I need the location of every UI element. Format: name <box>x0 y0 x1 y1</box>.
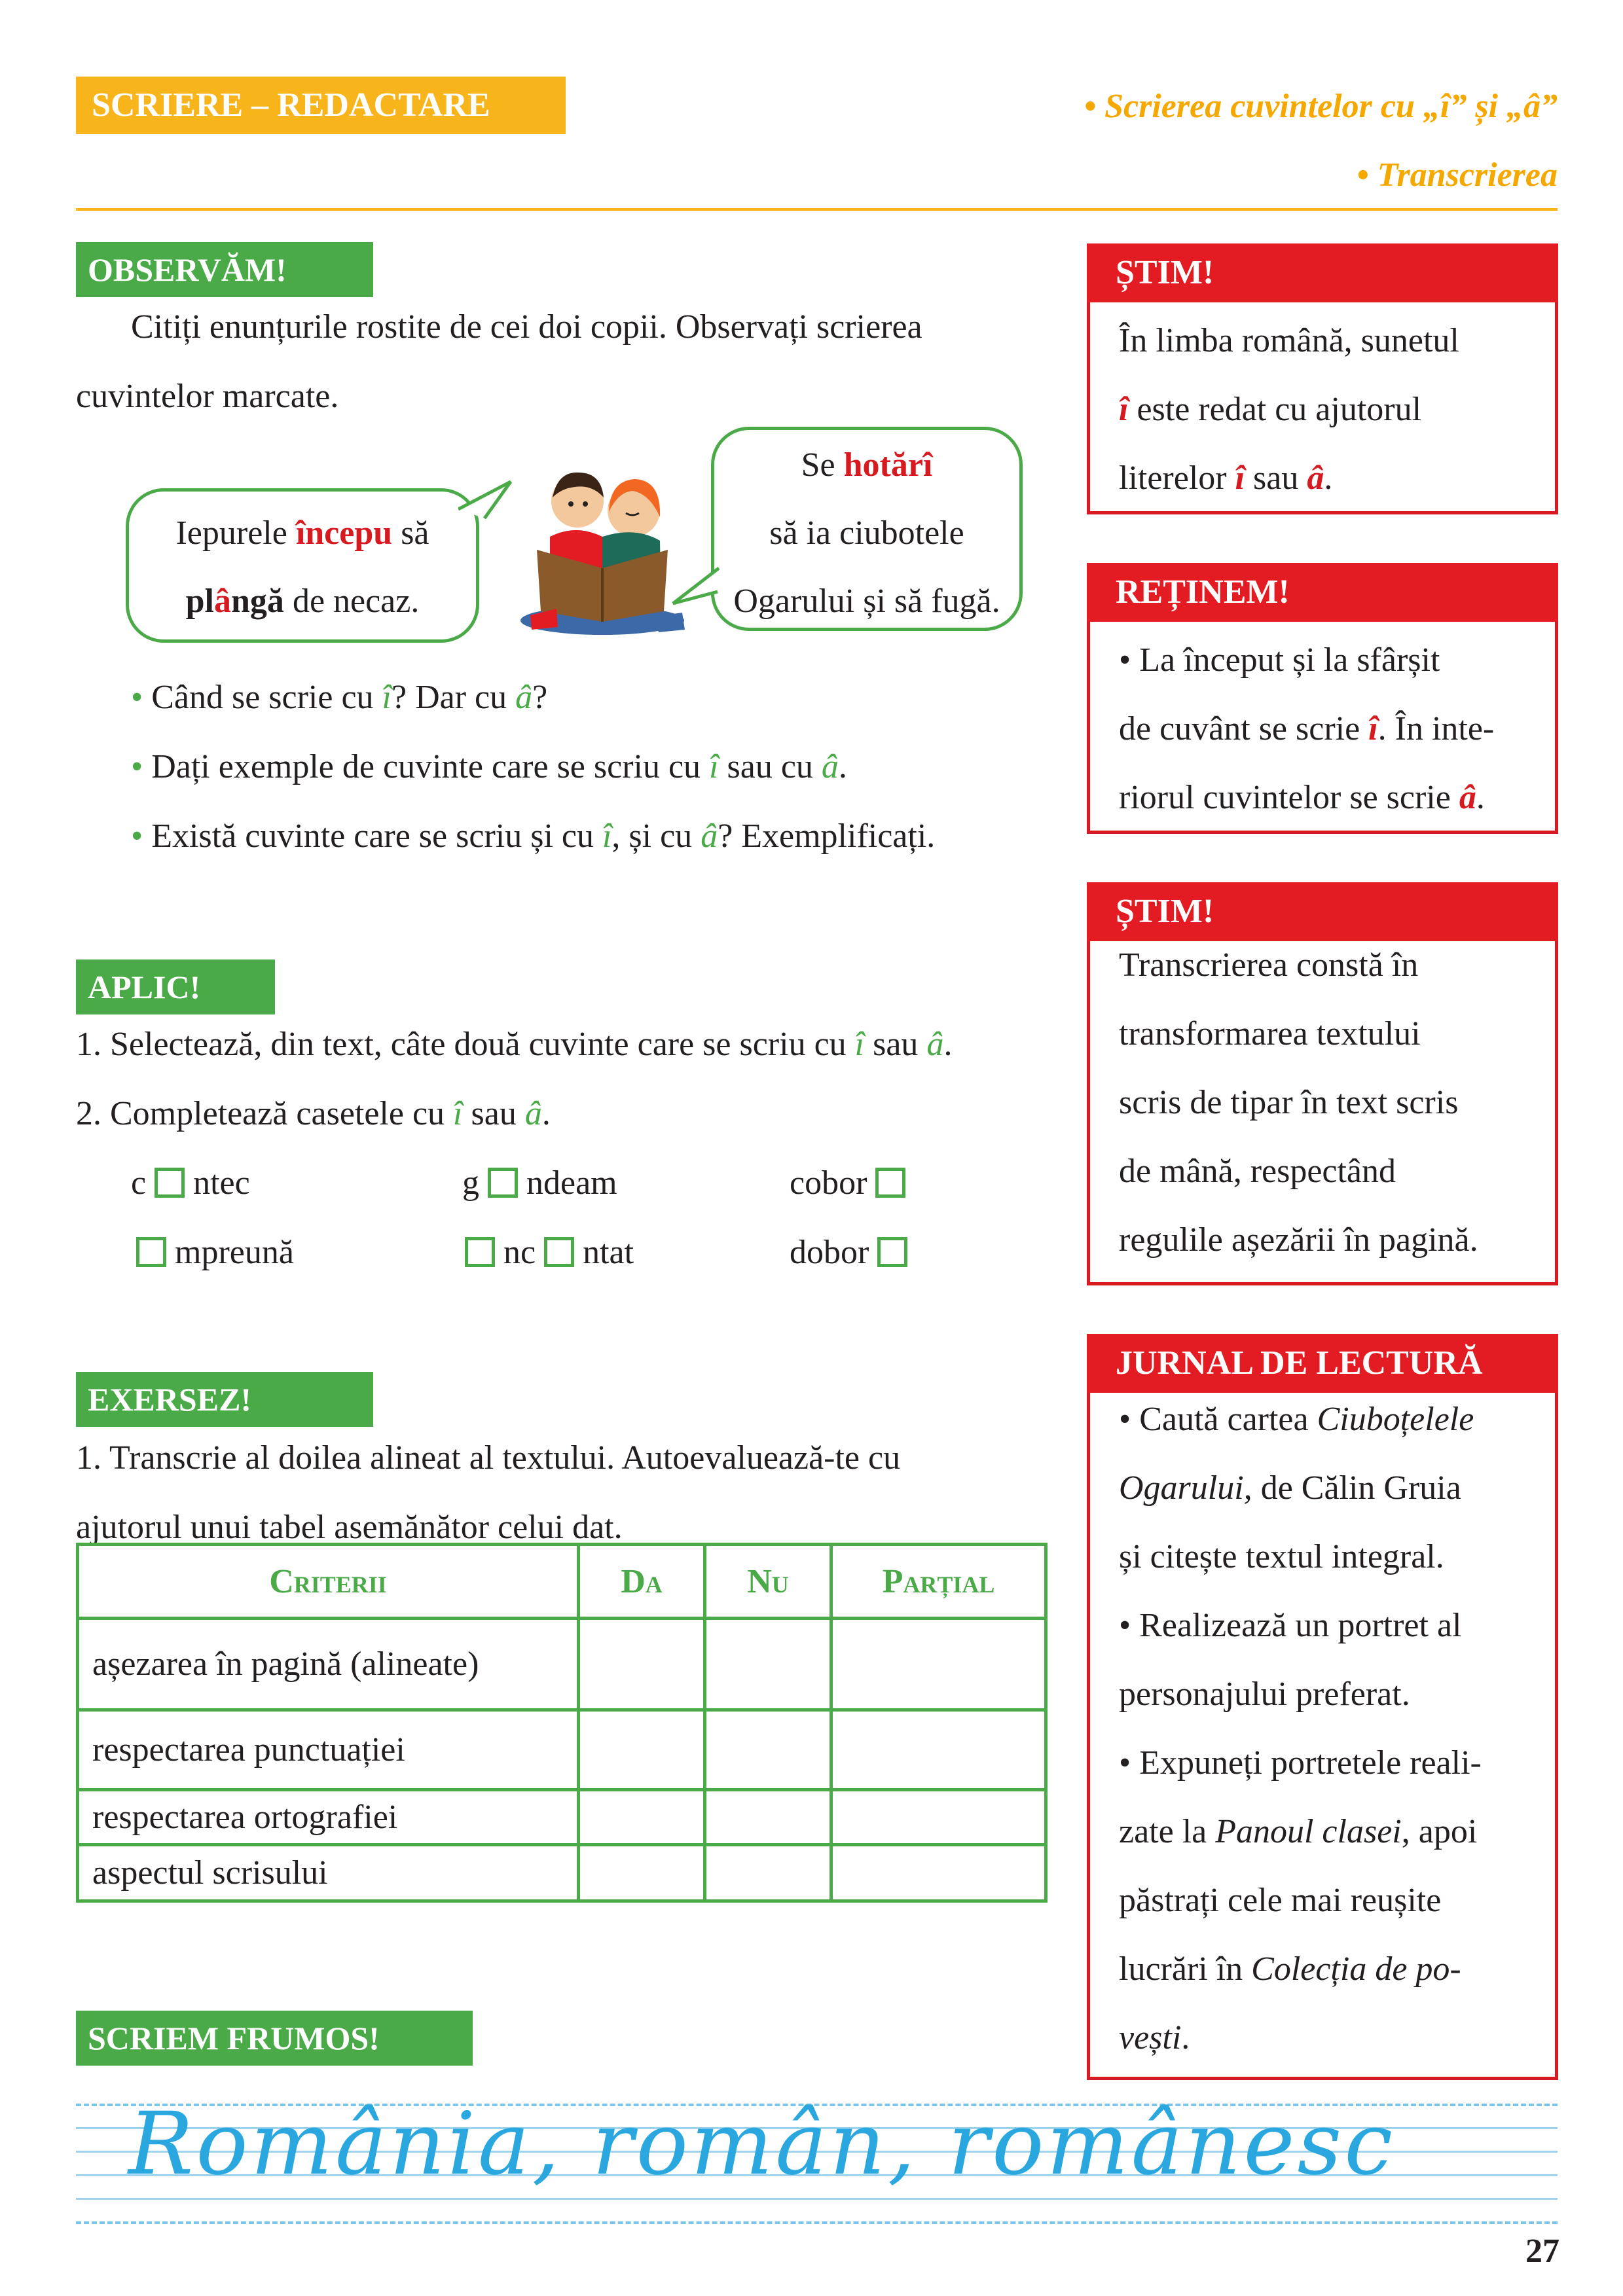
section-exersez-label: EXERSEZ! <box>76 1372 373 1427</box>
table-cell-criterion: respectarea ortografiei <box>78 1790 579 1845</box>
children-reading-illustration <box>504 452 701 648</box>
word-cobor: cobor <box>790 1164 905 1203</box>
exersez-text-line2: ajutorul unui tabel asemănător celui dat. <box>76 1509 623 1546</box>
box-line: și citește textul integral. <box>1119 1538 1444 1575</box>
table-row <box>78 1845 1046 1901</box>
sidebar-box-title: REȚINEM! <box>1087 563 1558 622</box>
observam-text-line2: cuvintelor marcate. <box>76 378 339 415</box>
table-cell-partial[interactable] <box>831 1619 1046 1710</box>
box-line: scris de tipar în text scris <box>1119 1084 1459 1121</box>
box-line: personajului preferat. <box>1119 1676 1410 1713</box>
sidebar-box-stim-1 <box>1087 243 1558 514</box>
box-line: zate la Panoul clasei, apoi <box>1119 1813 1478 1850</box>
observam-bullet-1: • Când se scrie cu î? Dar cu â? <box>131 679 548 716</box>
table-header-partial: Parțial <box>831 1545 1046 1619</box>
topic-line-2: • Transcrierea <box>1357 156 1558 194</box>
table-cell-criterion: respectarea punctuației <box>78 1710 579 1790</box>
letter-checkbox[interactable] <box>875 1168 905 1198</box>
table-cell-da[interactable] <box>579 1710 705 1790</box>
box-line: • Caută cartea Ciuboțelele <box>1119 1401 1474 1438</box>
header-rule <box>76 208 1558 211</box>
table-row <box>78 1619 1046 1710</box>
letter-checkbox[interactable] <box>877 1237 907 1267</box>
box-line: literelor î sau â. <box>1119 459 1333 497</box>
table-cell-nu[interactable] <box>705 1790 831 1845</box>
letter-checkbox[interactable] <box>488 1168 518 1198</box>
table-cell-da[interactable] <box>579 1845 705 1901</box>
letter-checkbox[interactable] <box>155 1168 185 1198</box>
box-line: lucrări în Colecția de po- <box>1119 1950 1461 1988</box>
box-line: transformarea textului <box>1119 1015 1421 1052</box>
speech-bubble-right-tail <box>669 563 721 609</box>
table-cell-partial[interactable] <box>831 1845 1046 1901</box>
table-cell-da[interactable] <box>579 1619 705 1710</box>
box-line: Ogarului, de Călin Gruia <box>1119 1469 1461 1507</box>
sidebar-box-jurnal <box>1087 1334 1558 2080</box>
table-cell-partial[interactable] <box>831 1710 1046 1790</box>
box-line: Transcrierea constă în <box>1119 946 1419 984</box>
sidebar-box-title: ȘTIM! <box>1087 882 1558 941</box>
table-header-criterii: Criterii <box>78 1545 579 1619</box>
handwriting-guide-line <box>76 2198 1558 2200</box>
word-dobor: dobor <box>790 1233 907 1272</box>
sidebar-box-title: JURNAL DE LECTURĂ <box>1087 1334 1558 1393</box>
box-line: păstrați cele mai reușite <box>1119 1882 1442 1919</box>
section-scriem-frumos-label: SCRIEM FRUMOS! <box>76 2011 473 2066</box>
table-cell-nu[interactable] <box>705 1710 831 1790</box>
letter-checkbox[interactable] <box>136 1237 166 1267</box>
box-line: • Realizează un portret al <box>1119 1607 1462 1644</box>
page-number: 27 <box>1525 2233 1559 2270</box>
table-cell-criterion: așezarea în pagină (alineate) <box>78 1619 579 1710</box>
handwriting-guide-line <box>76 2221 1558 2224</box>
table-cell-partial[interactable] <box>831 1790 1046 1845</box>
box-line: În limba română, sunetul <box>1119 322 1459 359</box>
sidebar-box-title: ȘTIM! <box>1087 243 1558 302</box>
observam-text-line1: Citiți enunțurile rostite de cei doi copii. Observați scrierea <box>131 308 922 346</box>
table-cell-nu[interactable] <box>705 1845 831 1901</box>
table-row <box>78 1790 1046 1845</box>
box-line: • La început și la sfârșit <box>1119 641 1440 679</box>
sidebar-box-retinem <box>1087 563 1558 834</box>
self-evaluation-table <box>76 1543 1048 1903</box>
cursive-model-text: România, român, românesc <box>128 2094 1396 2195</box>
letter-checkbox[interactable] <box>544 1237 574 1267</box>
table-header-da: Da <box>579 1545 705 1619</box>
box-line: riorul cuvintelor se scrie â. <box>1119 779 1485 816</box>
table-cell-criterion: aspectul scrisului <box>78 1845 579 1901</box>
observam-bullet-2: • Dați exemple de cuvinte care se scriu cu î sau cu â. <box>131 748 847 785</box>
table-cell-nu[interactable] <box>705 1619 831 1710</box>
topic-line-1: • Scrierea cuvintelor cu „î” și „â” <box>1084 88 1558 125</box>
word-gandeam: g ndeam <box>462 1164 617 1202</box>
box-line: î este redat cu ajutorul <box>1119 391 1422 428</box>
table-row <box>78 1710 1046 1790</box>
category-badge: SCRIERE – REDACTARE <box>76 77 566 134</box>
box-line: de mână, respectând <box>1119 1153 1396 1190</box>
word-incantat: nc ntat <box>465 1233 634 1272</box>
box-line: • Expuneți portretele reali- <box>1119 1744 1482 1782</box>
letter-checkbox[interactable] <box>465 1237 495 1267</box>
section-aplic-label: APLIC! <box>76 960 275 1014</box>
word-impreuna: mpreună <box>136 1233 294 1272</box>
table-header-nu: Nu <box>705 1545 831 1619</box>
exersez-text-line1: 1. Transcrie al doilea alineat al textului. Autoevaluează-te cu <box>76 1439 901 1477</box>
aplic-exercise-2: 2. Completează casetele cu î sau â. <box>76 1095 551 1132</box>
speech-bubble-left: Iepurele începu să plângă de necaz. <box>126 488 479 643</box>
table-cell-da[interactable] <box>579 1790 705 1845</box>
word-cantec: c ntec <box>131 1164 250 1202</box>
section-observam-label: OBSERVĂM! <box>76 242 373 297</box>
box-line: de cuvânt se scrie î. În inte- <box>1119 710 1495 747</box>
observam-bullet-3: • Există cuvinte care se scriu și cu î, și cu â? Exemplificați. <box>131 817 936 855</box>
speech-bubble-right: Se hotărî să ia ciubotele Ogarului și să fugă. <box>711 427 1023 631</box>
aplic-exercise-1: 1. Selectează, din text, câte două cuvinte care se scriu cu î sau â. <box>76 1026 953 1063</box>
box-line: vești. <box>1119 2019 1190 2056</box>
box-line: regulile așezării în pagină. <box>1119 1221 1478 1259</box>
sidebar-box-stim-2 <box>1087 882 1558 1285</box>
